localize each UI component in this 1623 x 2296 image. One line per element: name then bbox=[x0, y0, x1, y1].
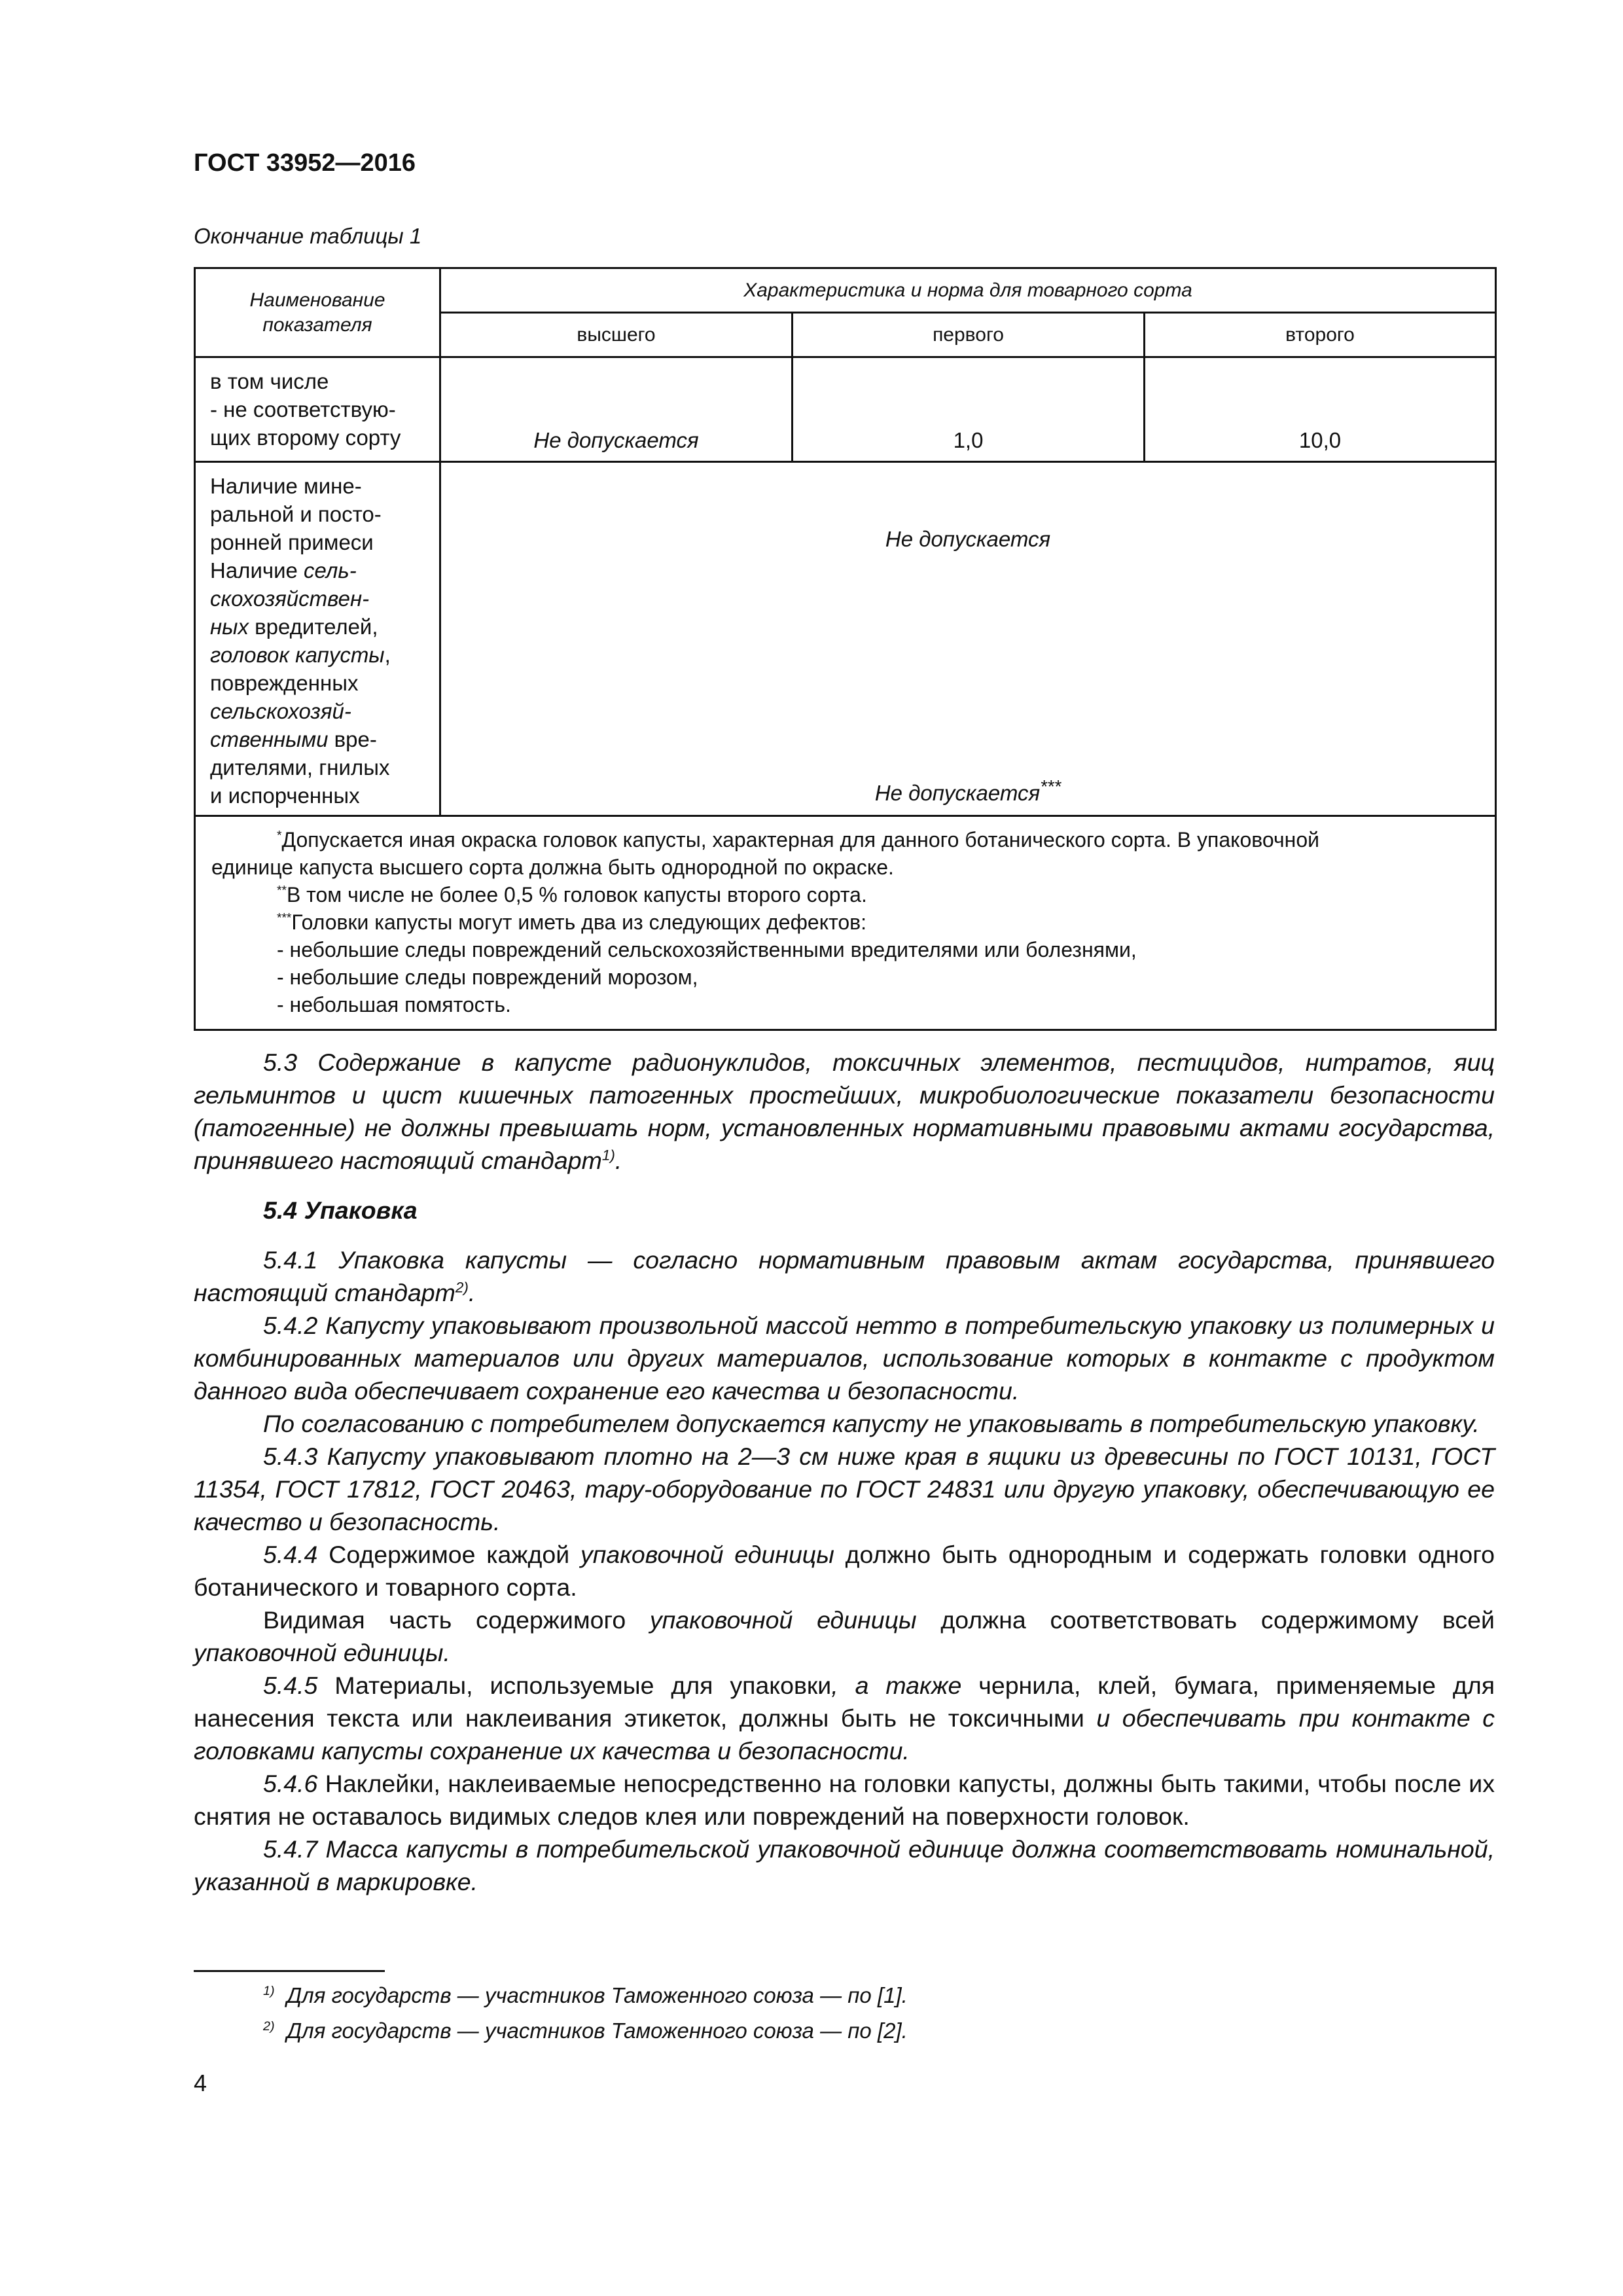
value-first: 1,0 bbox=[793, 357, 1145, 462]
paragraph-5-4-2: 5.4.2 Капусту упаковывают произвольной массой нетто в потребительскую упаковку из полимерных и комбинированных материалов или других материалов, использование которых в контакте с продуктом данного вида обеспечивает сохранение его качества и безопасности. bbox=[194, 1312, 1495, 1405]
paragraph-5-4-6: 5.4.6 Наклейки, наклеиваемые непосредственно на головки капусты, должны быть такими, чтобы после их снятия не оставалось видимых следов клея или повреждений на поверхности головок. bbox=[194, 1770, 1495, 1830]
value-not-allowed-marked: Не допускается*** bbox=[874, 776, 1061, 805]
paragraph-5-4-4: 5.4.4 Содержимое каждой упаковочной единицы должно быть однородным и содержать головки одного ботанического и товарного сорта. bbox=[194, 1541, 1495, 1601]
header-grade-first: первого bbox=[793, 313, 1145, 357]
paragraph-5-4-2-b: По согласованию с потребителем допускается капусту не упаковывать в потребительскую упаковку. bbox=[263, 1410, 1480, 1437]
specification-table bbox=[194, 267, 1497, 1031]
table-notes: *Допускается иная окраска головок капусты, характерная для данного ботанического сорта. В упаковочной единице капуста высшего сорта должна быть однородной по окраске. **В том числе не более 0,5 % головок капусты второго сорта. ***Головки капусты могут иметь два из следующих дефектов: - небольшие следы повреждений сельскохозяйственными вредителями или болезнями, - небольшие следы повреждений морозом, - небольшая помятость. bbox=[195, 816, 1496, 1030]
value-not-allowed: Не допускается bbox=[885, 527, 1051, 551]
paragraph-5-4-1: 5.4.1 Упаковка капусты — согласно нормативным правовым актам государства, принявшего настоящий стандарт$^{2)}$. bbox=[194, 1246, 1495, 1306]
table-row bbox=[195, 462, 1496, 816]
table-caption: Окончание таблицы 1 bbox=[194, 224, 422, 248]
document-id: ГОСТ 33952—2016 bbox=[194, 149, 416, 177]
table-notes-row bbox=[195, 816, 1496, 1030]
footnote-separator bbox=[194, 1970, 385, 1972]
table-row bbox=[195, 357, 1496, 462]
value-second: 10,0 bbox=[1145, 357, 1496, 462]
header-grade-highest: высшего bbox=[440, 313, 793, 357]
row-name-cell: Наличие мине- ральной и посто- ронней примеси Наличие сель- скохозяйствен- ных вредителей, головок капусты, поврежденных сельскохозяй- ственными вре- дителями, гнилых и испорченных bbox=[195, 462, 440, 816]
page-number: 4 bbox=[194, 2070, 207, 2096]
section-heading-5-4: 5.4 Упаковка bbox=[263, 1196, 418, 1224]
value-highest: Не допускается bbox=[440, 357, 793, 462]
header-grade-group: Характеристика и норма для товарного сорта bbox=[440, 268, 1496, 313]
footnote-1: $^{1)}$ Для государств — участников Таможенного союза — по [1]. bbox=[263, 1983, 908, 2007]
paragraph-5-3: 5.3 Содержание в капусте радионуклидов, токсичных элементов, пестицидов, нитратов, яиц гельминтов и цист кишечных патогенных простейших, микробиологические показатели безопасности (патогенные) не должны превышать норм, установленных нормативными правовыми актами государства, принявшего настоящий стандарт$^{1)}$. bbox=[194, 1049, 1495, 1174]
paragraph-5-4-7: 5.4.7 Масса капусты в потребительской упаковочной единице должна соответствовать номинальной, указанной в маркировке. bbox=[194, 1835, 1495, 1895]
footnote-2: $^{2)}$ Для государств — участников Таможенного союза — по [2]. bbox=[263, 2018, 908, 2043]
paragraph-5-4-5: 5.4.5 Материалы, используемые для упаковки, а также чернила, клей, бумага, применяемые для нанесения текста или наклеивания этикеток, должны быть не токсичными и обеспечивать при контакте с головками капусты сохранение их качества и безопасности. bbox=[194, 1672, 1495, 1765]
body-text bbox=[194, 1046, 1495, 1898]
paragraph-5-4-4-b: Видимая часть содержимого упаковочной единицы должна соответствовать содержимому всей упаковочной единицы. bbox=[194, 1606, 1495, 1666]
header-grade-second: второго bbox=[1145, 313, 1496, 357]
row-name-cell: в том числе - не соответствую- щих второму сорту bbox=[195, 357, 440, 462]
merged-value-cell bbox=[440, 462, 1496, 816]
header-indicator-name: Наименование показателя bbox=[195, 268, 440, 357]
paragraph-5-4-3: 5.4.3 Капусту упаковывают плотно на 2—3 см ниже края в ящики из древесины по ГОСТ 10131, ГОСТ 11354, ГОСТ 17812, ГОСТ 20463, тару-оборудование по ГОСТ 24831 или другую упаковку, обеспечивающую ее качество и безопасность. bbox=[194, 1443, 1495, 1535]
